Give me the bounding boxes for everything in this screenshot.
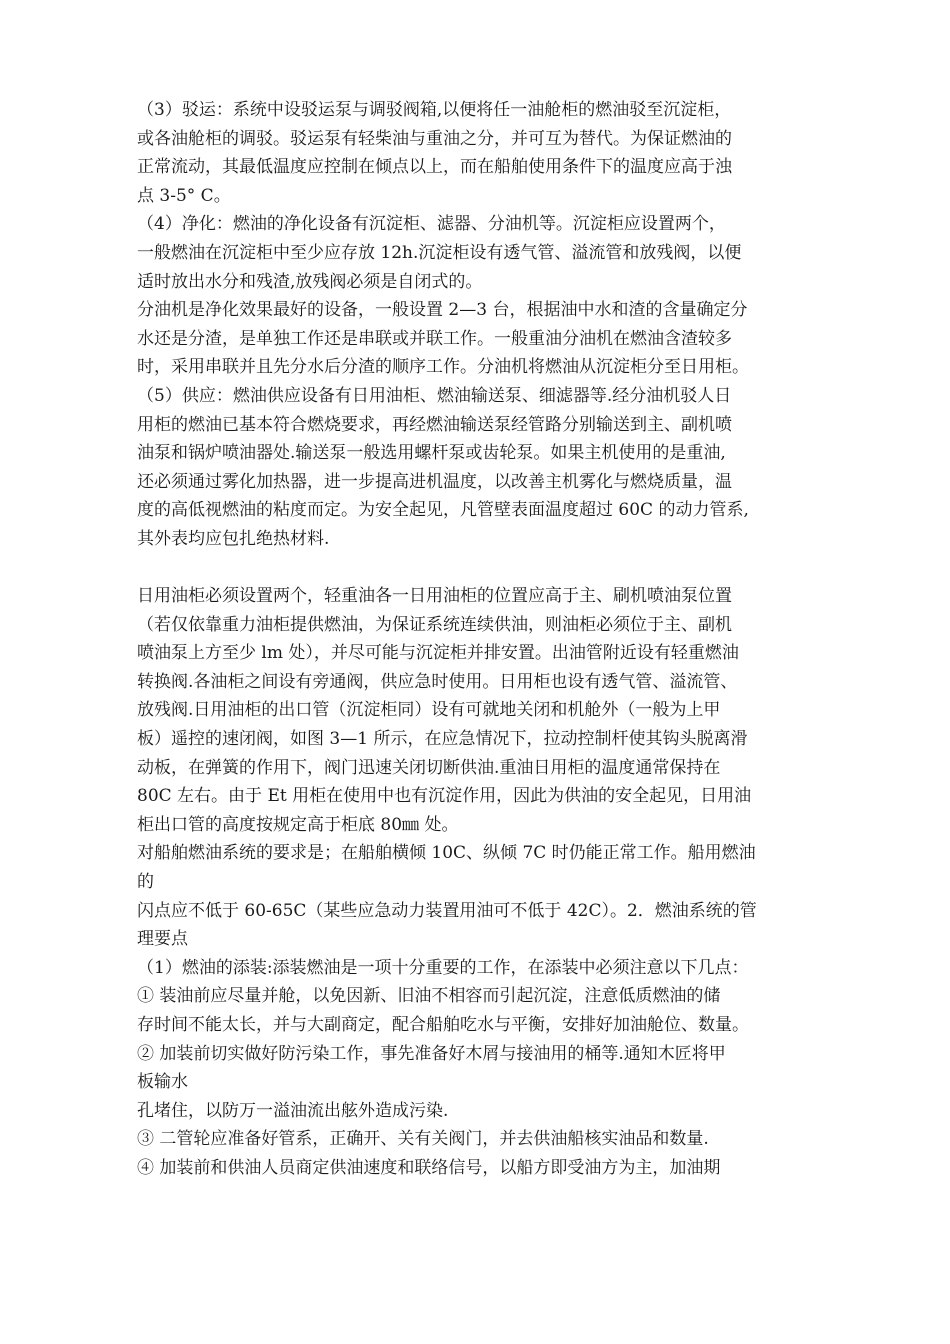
text-line: 或各油舱柜的调驳。驳运泵有轻柴油与重油之分，并可互为替代。为保证燃油的 xyxy=(137,128,732,149)
text-line: 板输水 xyxy=(137,1072,188,1093)
text-line: 80C 左右。由于 Et 用柜在使用中也有沉淀作用，因此为供油的安全起见，日用油 xyxy=(137,786,752,807)
paragraph-gap xyxy=(137,554,827,583)
text-line: 还必须通过雾化加热器，进一步提高进机温度，以改善主机雾化与燃烧质量，温 xyxy=(137,471,732,492)
text-line: 存时间不能太长，并与大副商定，配合船舶吃水与平衡，安排好加油舱位、数量。 xyxy=(137,1015,749,1035)
text-line: （3）驳运：系统中设驳运泵与调驳阀箱,以便将任一油舱柜的燃油驳至沉淀柜， xyxy=(137,100,732,120)
text-line: 喷油泵上方至少 lm 处），并尽可能与沉淀柜并排安置。出油管附近设有轻重燃油 xyxy=(137,643,739,664)
text-line: 闪点应不低于 60-65C（某些应急动力装置用油可不低于 42C）。2．燃油系统的管 xyxy=(137,900,757,921)
text-line: （4）净化：燃油的净化设备有沉淀柜、滤器、分油机等。沉淀柜应设置两个， xyxy=(137,214,726,235)
text-line: 用柜的燃油已基本符合燃烧要求，再经燃油输送泵经管路分别输送到主、副机喷 xyxy=(137,414,732,435)
text-line: 点 3-5° C。 xyxy=(137,185,231,206)
text-line: 其外表均应包扎绝热材料. xyxy=(137,528,330,549)
text-line: 动板，在弹簧的作用下，阀门迅速关闭切断供油.重油日用柜的温度通常保持在 xyxy=(137,757,721,778)
text-line: 水还是分渣，是单独工作还是串联或并联工作。一般重油分油机在燃油含渣较多 xyxy=(137,328,732,349)
text-line: （若仅依靠重力油柜提供燃油，为保证系统连续供油，则油柜必须位于主、副机 xyxy=(137,614,732,635)
text-line: 正常流动，其最低温度应控制在倾点以上，而在船舶使用条件下的温度应高于浊 xyxy=(137,157,732,178)
text-line: 对船舶燃油系统的要求是；在船舶横倾 10C、纵倾 7C 时仍能正常工作。船用燃油 xyxy=(137,843,756,864)
text-line: （5）供应：燃油供应设备有日用油柜、燃油输送泵、细滤器等.经分油机驳人日 xyxy=(137,385,732,406)
text-line: 柜出口管的高度按规定高于柜底 80㎜ 处。 xyxy=(137,814,459,835)
text-line: 度的高低视燃油的粘度而定。为安全起见，凡管壁表面温度超过 60C 的动力管系, xyxy=(137,500,749,521)
text-line: （1）燃油的添装:添装燃油是一项十分重要的工作，在添装中必须注意以下几点： xyxy=(137,957,749,978)
text-line: ② 加装前切实做好防污染工作，事先准备好木屑与接油用的桶等.通知木匠将甲 xyxy=(137,1043,726,1064)
text-line: 适时放出水分和残渣,放残阀必须是自闭式的。 xyxy=(137,271,483,292)
text-line: 板）遥控的速闭阀，如图 3—1 所示，在应急情况下，拉动控制杆使其钩头脱离滑 xyxy=(137,729,748,750)
text-line: 分油机是净化效果最好的设备，一般设置 2—3 台，根据油中水和渣的含量确定分 xyxy=(137,300,748,321)
text-line: 理要点 xyxy=(137,929,188,950)
text-line: 孔堵住，以防万一溢油流出舷外造成污染. xyxy=(137,1100,449,1121)
text-line: 日用油柜必须设置两个，轻重油各一日用油柜的位置应高于主、刷机喷油泵位置 xyxy=(137,586,732,607)
text-line: 放残阀.日用油柜的出口管（沉淀柜同）设有可就地关闭和机舱外（一般为上甲 xyxy=(137,700,721,721)
text-line: 转换阀.各油柜之间设有旁通阀，供应急时使用。日用柜也设有透气管、溢流管、 xyxy=(137,671,738,692)
text-line: ④ 加装前和供油人员商定供油速度和联络信号，以船方即受油方为主，加油期 xyxy=(137,1157,721,1178)
text-line: ③ 二管轮应准备好管系，正确开、关有关阀门，并去供油船核实油品和数量. xyxy=(137,1129,709,1150)
text-line: 的 xyxy=(137,872,154,893)
document-body xyxy=(137,96,827,1183)
text-line: 油泵和锅炉喷油器处.输送泵一般选用螺杆泵或齿轮泵。如果主机使用的是重油, xyxy=(137,443,726,464)
text-line: ① 装油前应尽量并舱，以免因新、旧油不相容而引起沉淀，注意低质燃油的储 xyxy=(137,986,721,1007)
text-line: 时，采用串联并且先分水后分渣的顺序工作。分油机将燃油从沉淀柜分至日用柜。 xyxy=(137,357,749,378)
text-line: 一般燃油在沉淀柜中至少应存放 12h.沉淀柜设有透气管、溢流管和放残阀，以便 xyxy=(137,242,742,263)
